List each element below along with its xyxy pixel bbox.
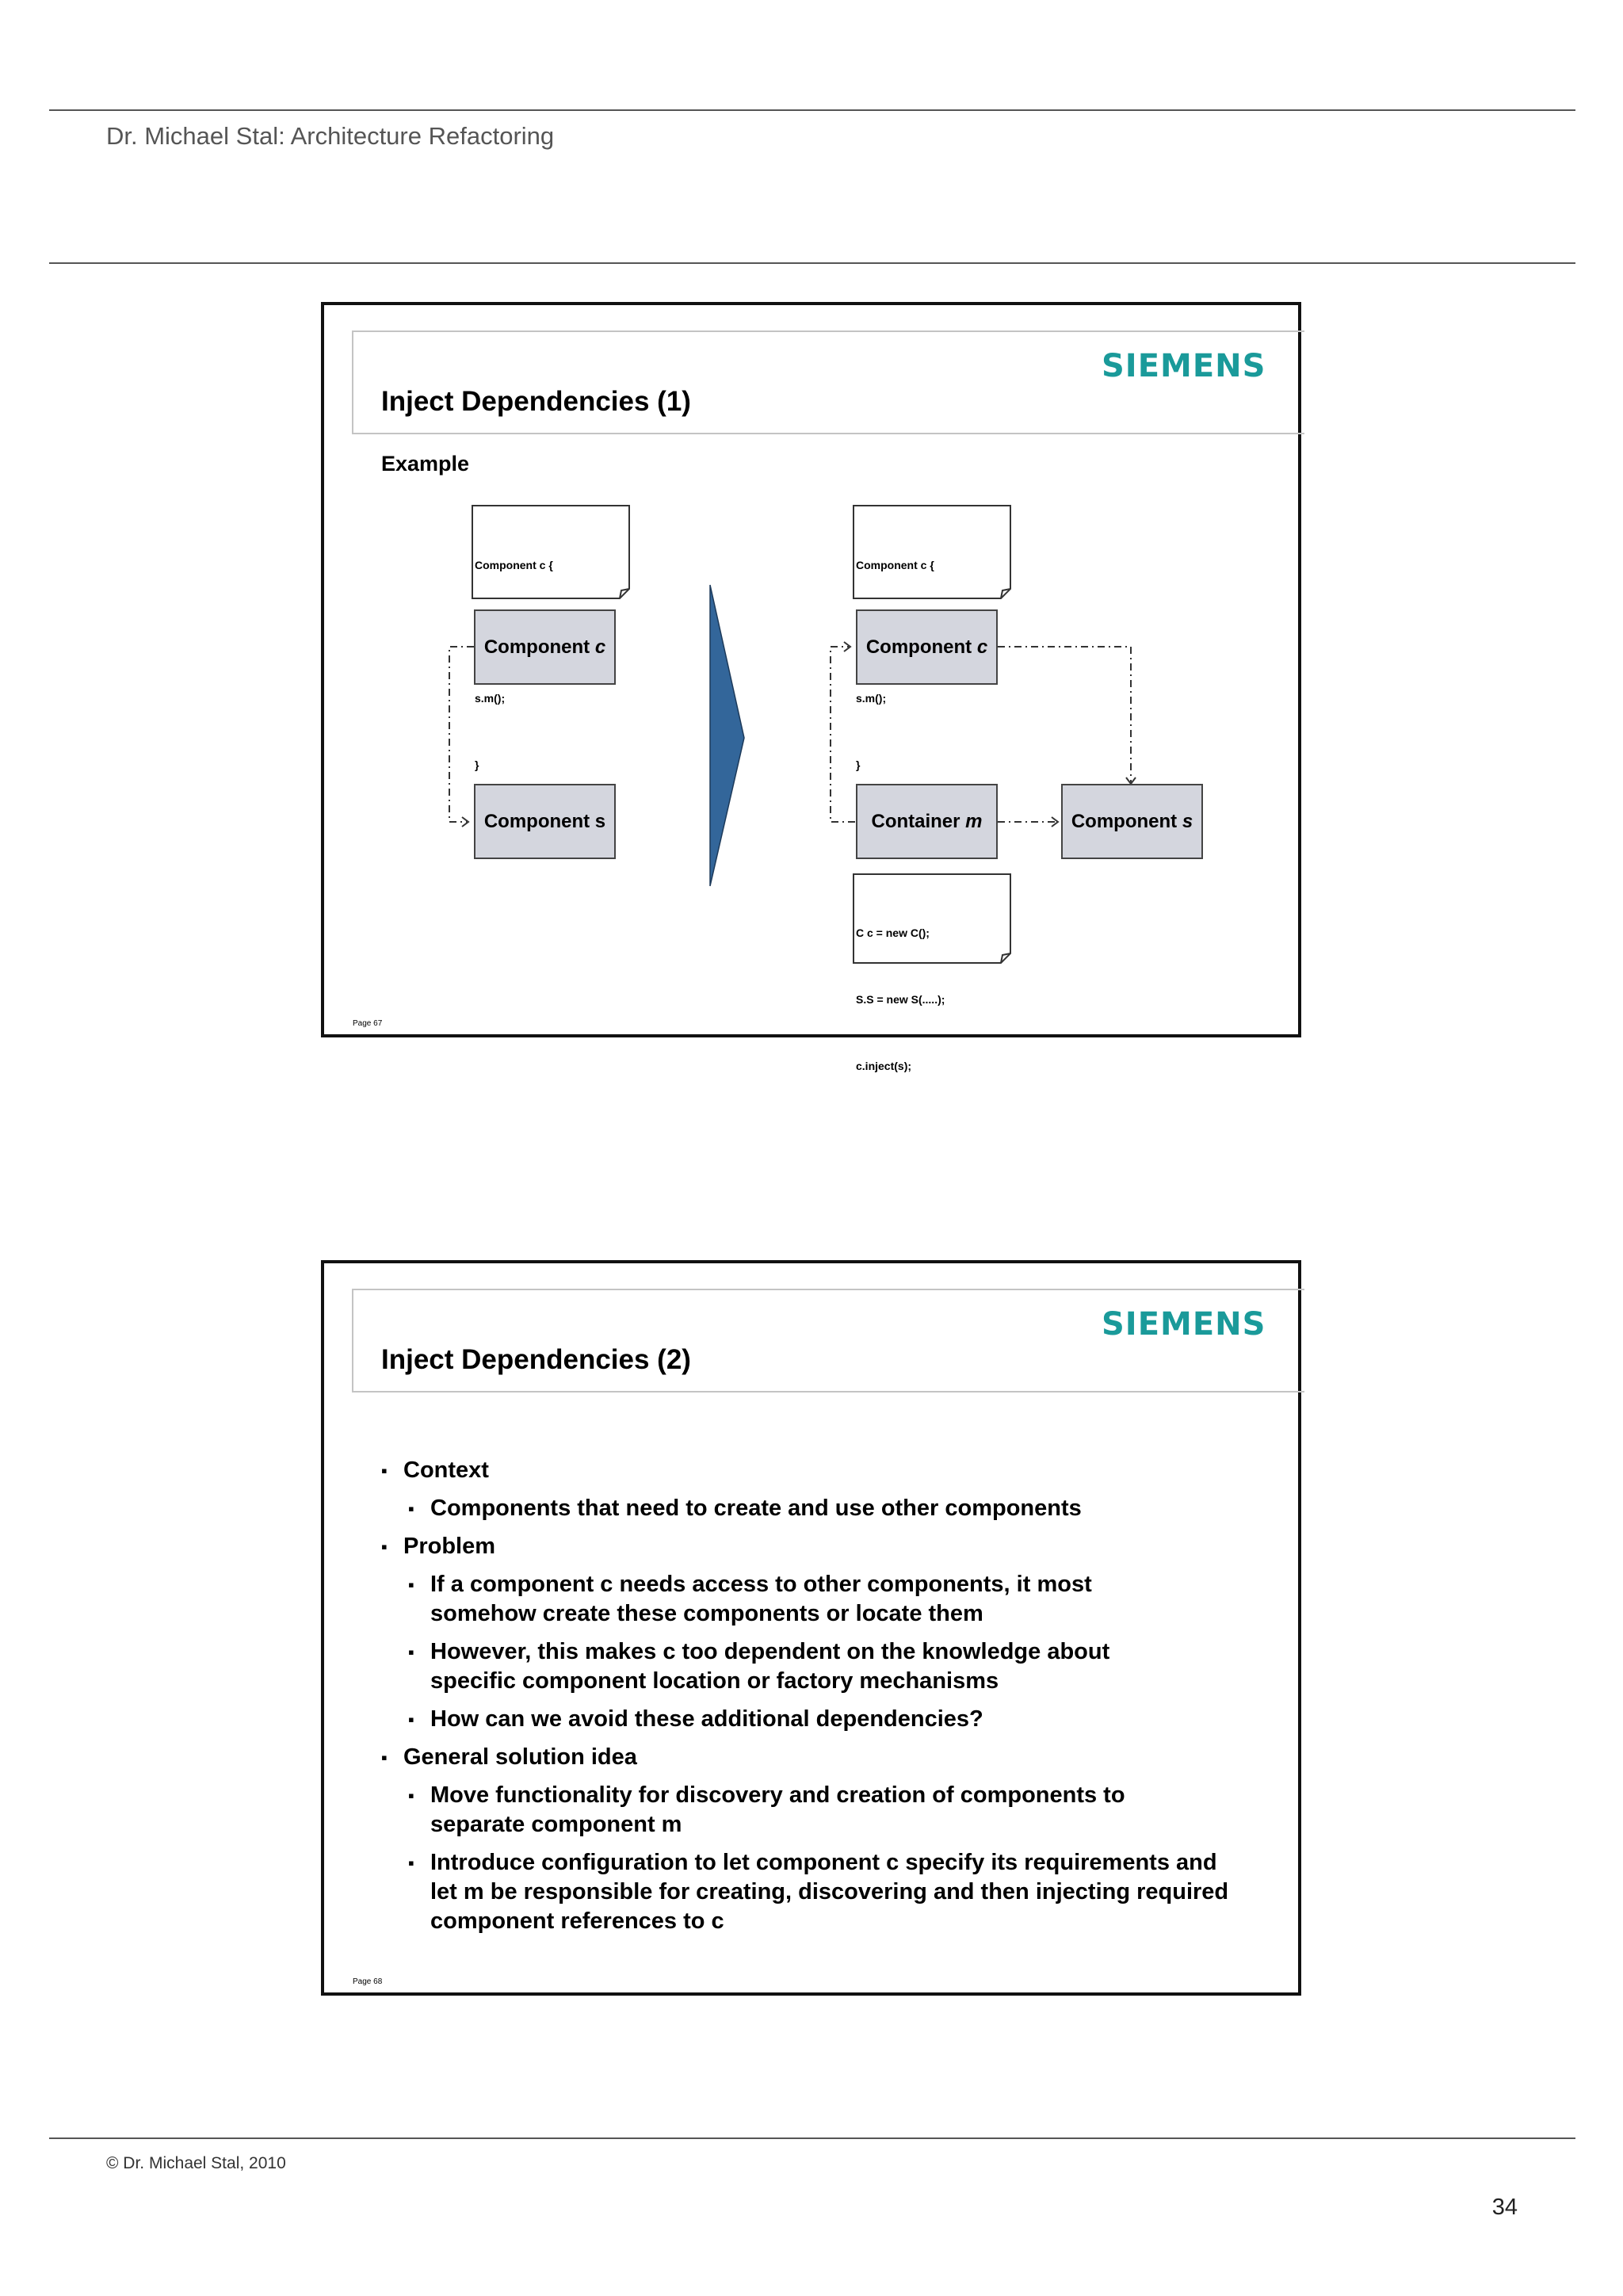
slide-inject-dependencies-2 — [321, 1260, 1301, 1996]
siemens-logo: SIEMENS — [1102, 1306, 1266, 1343]
slide-inject-dependencies-1 — [321, 302, 1301, 1072]
container-to-c-connector — [831, 647, 855, 822]
box-label: Component — [1071, 810, 1178, 832]
footer-rule — [49, 2137, 1575, 2139]
note-line: s.m(); — [475, 692, 506, 705]
note-line: } — [475, 758, 479, 771]
left-component-c-box — [474, 609, 616, 685]
bullet-item: ▪ Problem — [381, 1532, 1277, 1561]
note-line: c.inject(s); — [856, 1060, 912, 1072]
note-line: C c = new C(); — [856, 926, 930, 939]
left-dependency-arrowhead — [462, 817, 468, 827]
note-line: s.m(); — [856, 692, 887, 705]
box-var: c — [976, 636, 988, 658]
top-rule — [49, 109, 1575, 111]
slide-title: Inject Dependencies (2) — [381, 1344, 691, 1375]
note-line: Component c { — [475, 559, 553, 571]
sub-bullet-item: ▪ Components that need to create and use other components — [381, 1494, 1277, 1523]
right-component-s-box — [1061, 784, 1203, 859]
bullet-item: ▪ Context — [381, 1456, 1277, 1485]
box-label: Component s — [483, 810, 606, 832]
header-rule — [49, 262, 1575, 264]
box-var: c — [594, 636, 606, 658]
box-var: m — [965, 810, 983, 832]
slide-page-label: Page 67 — [353, 1019, 383, 1028]
transformation-arrow — [710, 585, 744, 886]
sub-bullet-item: ▪ Introduce configuration to let component c specify its requirements and let m be responsible for creating, discovering and then injecting required component references to c — [381, 1848, 1247, 1936]
box-label: Container — [871, 810, 960, 832]
sub-bullet-item: ▪ Move functionality for discovery and creation of components to separate component m — [381, 1781, 1207, 1839]
slide-title: Inject Dependencies (1) — [381, 386, 691, 417]
box-var: s — [1182, 810, 1193, 832]
page-number: 34 — [1491, 2195, 1518, 2220]
note-line: Component c { — [856, 559, 934, 571]
siemens-logo: SIEMENS — [1102, 348, 1266, 384]
bullet-list — [381, 1447, 1277, 1936]
right-component-c-box — [856, 609, 998, 685]
sub-bullet-item: ▪ How can we avoid these additional dependencies? — [381, 1705, 1277, 1734]
note-bottom — [854, 876, 1010, 1123]
left-component-s-box — [474, 784, 616, 859]
bullet-item: ▪ General solution idea — [381, 1743, 1277, 1772]
box-label: Component — [865, 636, 972, 658]
c-to-s-connector — [998, 647, 1131, 782]
note-line: } — [856, 758, 861, 771]
left-dependency-connector — [449, 647, 474, 822]
example-label: Example — [381, 452, 470, 476]
slide-page-label: Page 68 — [353, 1977, 383, 1986]
diagram-connectors — [324, 305, 1298, 1034]
box-label: Component — [483, 636, 590, 658]
sub-bullet-item: ▪ If a component c needs access to other components, it most somehow create these components or locate them — [381, 1570, 1159, 1629]
page-header: Dr. Michael Stal: Architecture Refactoring — [106, 122, 555, 150]
copyright-text: © Dr. Michael Stal, 2010 — [106, 2154, 286, 2172]
note-line: S.S = new S(.....); — [856, 993, 945, 1006]
container-m-box — [856, 784, 998, 859]
sub-bullet-item: ▪ However, this makes c too dependent on the knowledge about specific component location or factory mechanisms — [381, 1637, 1191, 1696]
